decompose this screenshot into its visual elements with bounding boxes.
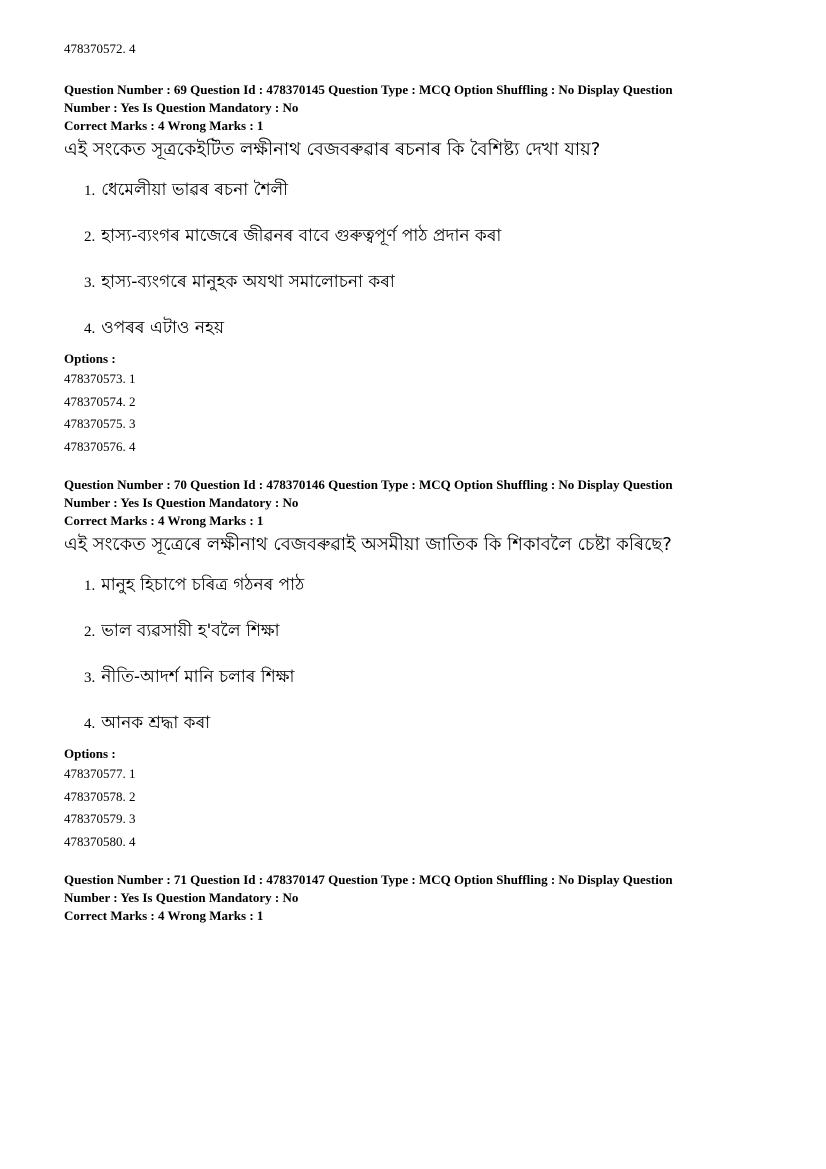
answer-number: 1. [84, 183, 96, 199]
question-meta-line1: Question Number : 71 Question Id : 478370147 Question Type : MCQ Option Shuffling : No Display Question [64, 872, 673, 887]
option-id: 478370574. 2 [64, 393, 136, 409]
option-id: 478370579. 3 [64, 811, 136, 826]
options-label: Options : [64, 351, 116, 366]
answer-text: নীতি-আদৰ্শ মানি চলাৰ শিক্ষা [101, 667, 295, 687]
option-id: 478370577. 1 [64, 766, 136, 781]
question-block-71 [64, 871, 784, 925]
option-id: 478370575. 3 [64, 416, 136, 431]
question-meta-line1: Question Number : 70 Question Id : 478370146 Question Type : MCQ Option Shuffling : No Display Question [64, 477, 673, 492]
answer-number: 2. [84, 229, 96, 245]
question-meta-line2: Number : Yes Is Question Mandatory : No [64, 100, 299, 115]
question-block-70 [64, 476, 784, 853]
option-id: 478370573. 1 [64, 371, 136, 386]
answer-list [64, 178, 784, 362]
answer-text: ওপৰৰ এটাও নহয় [101, 318, 224, 338]
option-id: 478370576. 4 [64, 438, 136, 454]
answer-option [84, 178, 784, 224]
question-block-69 [64, 81, 784, 458]
answer-number: 4. [84, 321, 96, 337]
answer-list [64, 573, 784, 757]
answer-number: 3. [84, 670, 96, 686]
answer-text: আনক শ্ৰদ্ধা কৰা [101, 713, 211, 733]
option-id-list [64, 368, 784, 458]
answer-text: হাস্য-ব্যংগৰ মাজেৰে জীৱনৰ বাবে গুৰুত্বপূৰ্ণ পাঠ প্ৰদান কৰা [101, 226, 502, 246]
question-marks: Correct Marks : 4 Wrong Marks : 1 [64, 118, 264, 133]
answer-number: 1. [84, 578, 96, 594]
option-id: 478370580. 4 [64, 833, 136, 849]
answer-number: 4. [84, 716, 96, 732]
answer-option [84, 224, 784, 270]
answer-option [84, 270, 784, 316]
option-id-list [64, 763, 784, 853]
question-text: এই সংকেত সূত্ৰকেইটিত লক্ষীনাথ বেজবৰুৱাৰ ৰচনাৰ কি বৈশিষ্ট্য দেখা যায়? [64, 139, 601, 160]
question-meta [64, 476, 784, 530]
question-meta-line1: Question Number : 69 Question Id : 478370145 Question Type : MCQ Option Shuffling : No Display Question [64, 82, 673, 97]
previous-option-id: 478370572. 4 [64, 41, 136, 56]
answer-option [84, 573, 784, 619]
question-meta-line2: Number : Yes Is Question Mandatory : No [64, 495, 299, 510]
answer-text: হাস্য-ব্যংগৰে মানুহক অযথা সমালোচনা কৰা [101, 272, 395, 292]
answer-text: ধেমেলীয়া ভাৱৰ ৰচনা শৈলী [101, 180, 289, 200]
answer-option [84, 619, 784, 665]
answer-text: ভাল ব্যৱসায়ী হ'বলৈ শিক্ষা [101, 621, 280, 641]
options-label: Options : [64, 746, 116, 761]
question-meta-line2: Number : Yes Is Question Mandatory : No [64, 890, 299, 905]
question-marks: Correct Marks : 4 Wrong Marks : 1 [64, 908, 264, 923]
answer-number: 3. [84, 275, 96, 291]
question-meta [64, 81, 784, 135]
question-meta [64, 871, 784, 925]
answer-text: মানুহ হিচাপে চৰিত্ৰ গঠনৰ পাঠ [101, 575, 305, 595]
answer-number: 2. [84, 624, 96, 640]
question-text: এই সংকেত সূত্ৰেৰে লক্ষীনাথ বেজবৰুৱাই অসমীয়া জাতিক কি শিকাবলৈ চেষ্টা কৰিছে? [64, 534, 672, 555]
option-id: 478370578. 2 [64, 788, 136, 804]
answer-option [84, 665, 784, 711]
question-marks: Correct Marks : 4 Wrong Marks : 1 [64, 513, 264, 528]
